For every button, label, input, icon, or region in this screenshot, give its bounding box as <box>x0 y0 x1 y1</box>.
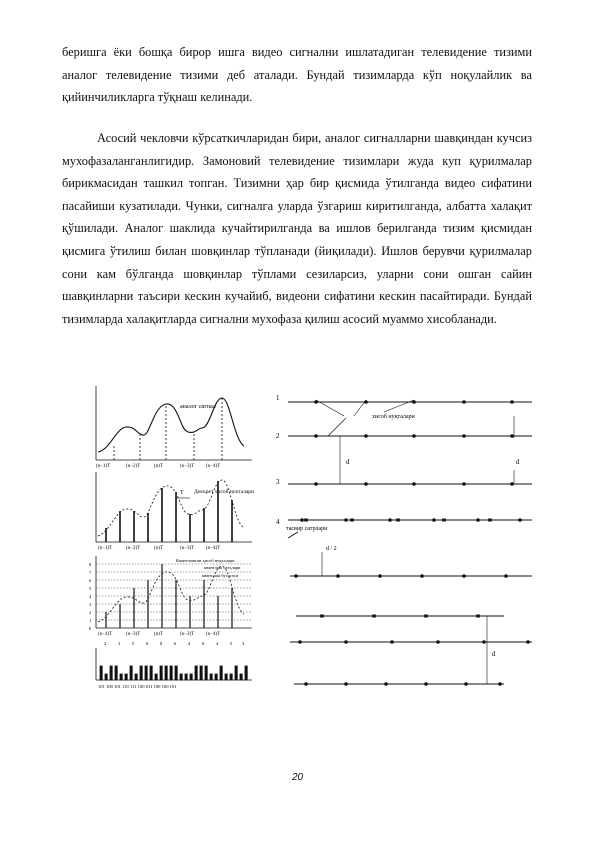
code: 6 <box>202 641 205 646</box>
sample-dot <box>336 574 340 578</box>
quant-annotations <box>176 558 241 578</box>
sample-dot <box>476 518 480 522</box>
sample-dot <box>518 518 522 522</box>
tick: (n−2)T <box>126 546 141 551</box>
code: 3 <box>242 641 245 646</box>
pulse <box>145 666 147 680</box>
panel-a-ticks <box>96 464 220 469</box>
sample-dot <box>378 574 382 578</box>
sample-square <box>320 615 324 618</box>
pulse <box>180 674 182 680</box>
pulse <box>205 666 207 680</box>
sample-square <box>350 519 354 522</box>
analog-signal-label: аналог сигнал <box>180 404 216 410</box>
level: 5 <box>89 586 92 591</box>
sample-dot <box>344 640 348 644</box>
tick: (n−4)T <box>98 632 113 637</box>
sample-dot <box>390 640 394 644</box>
quant-threshold-label: квантлаш бусагаси <box>202 573 239 578</box>
tick: (n−4)T <box>206 546 221 551</box>
sample-dot <box>298 640 302 644</box>
pulse <box>165 666 167 680</box>
sample-dot <box>364 400 368 404</box>
pulse <box>170 666 172 680</box>
paragraph-1: беришга ёки бошқа бирор ишга видео сигнални ишлатадиган телевидение тизими аналог телевидение тизими деб аталади. Бундай тизимларда кўп ноқулайлик ва қийинчиликларга тўқнаш келинади. <box>62 45 532 105</box>
row-label: 2 <box>276 432 280 440</box>
pulse <box>240 674 242 680</box>
code: 2 <box>104 641 107 646</box>
code: 6 <box>146 641 149 646</box>
panel-c-ticks <box>98 632 220 637</box>
level: 1 <box>89 618 92 623</box>
sample-dot <box>364 434 368 438</box>
tick: (n−4)T <box>206 632 221 637</box>
sample-dot <box>314 434 318 438</box>
distance-d-label-3: d <box>492 650 496 658</box>
sample-dot <box>300 518 304 522</box>
tick: (n−1)T <box>98 546 113 551</box>
sample-square <box>488 519 492 522</box>
sample-code-row <box>104 641 245 646</box>
row-label: 1 <box>276 394 280 402</box>
pulse <box>140 666 142 680</box>
scan-lines-label: тасвир сатрлари <box>286 526 328 532</box>
sample-dot <box>388 518 392 522</box>
panel-b-ticks <box>98 546 220 551</box>
pulse <box>210 674 212 680</box>
sample-points-label: хисоб нуқталари <box>372 414 415 420</box>
pulse <box>220 666 222 680</box>
pulse-train <box>100 666 247 680</box>
pulse <box>195 666 197 680</box>
row-labels <box>276 394 280 526</box>
figure-sampling-quantization <box>84 380 544 700</box>
pulse <box>115 666 117 680</box>
tick: (n)T <box>154 546 163 551</box>
half-distance-label: d / 2 <box>326 546 337 552</box>
pulse <box>175 666 177 680</box>
sample-dot <box>420 574 424 578</box>
pulse <box>105 674 107 680</box>
sample-dot <box>526 640 530 644</box>
tick: (n)T <box>154 632 163 637</box>
quant-level-labels <box>89 562 92 631</box>
pulse <box>155 674 157 680</box>
scan-sample-points <box>294 400 530 686</box>
sample-square <box>476 615 480 618</box>
pulse <box>225 674 227 680</box>
sample-dot <box>462 574 466 578</box>
sample-dot <box>364 482 368 486</box>
sample-dot <box>462 434 466 438</box>
sample-dot <box>432 518 436 522</box>
pulse <box>185 674 187 680</box>
tick: (n)T <box>154 464 163 469</box>
page-number: 20 <box>291 772 304 783</box>
tick: (n−3)T <box>126 632 141 637</box>
code: 6 <box>174 641 177 646</box>
level: 6 <box>89 578 92 583</box>
sample-dot <box>510 482 514 486</box>
level: 3 <box>89 602 92 607</box>
pulse <box>190 674 192 680</box>
sample-dot <box>384 682 388 686</box>
sample-square <box>304 519 308 522</box>
sample-dot <box>412 400 416 404</box>
pulse <box>125 674 127 680</box>
pulse <box>110 666 112 680</box>
pulse <box>150 666 152 680</box>
panel-discrete-samples <box>96 472 252 542</box>
level: 2 <box>89 610 92 615</box>
paragraph-2: Асосий чекловчи кўрсаткичларидан бири, аналог сигналларни шавқиндан кучсиз мухофазаланганлигидир. Замоновий телевидение тизимлари жуда куп қурилмалар бирикмасидан ташкил топган. Тизимни ҳар бир қисмида ўтилганда видео сифатини пасайиши кузатилади. Чунки, сигналга уларда ўзгариш киритилганда, албатта халақит қўшилади. Аналог шаклида кучайтирилганда ва ишлов берилганда тизим қисмидан қисмига ўтилиш билан шовқинлар тўпланади (йиқилади). Ишлов берувчи қурилмалар сони кам бўлганда шовқинлар тўплами сезиларсиз, уларни сони ошган сайин шавқинларни таъсири кескин кучайиб, видеони сифатини кескин пасайтиради. Бундай тизимларда халақитларда сигнални мухофаза қилиш асосий муаммо хисобланади. <box>62 131 532 326</box>
sample-dot <box>504 574 508 578</box>
pulse <box>120 674 122 680</box>
quant-points-label: Квантлашган ҳисоб нуқталари <box>176 558 235 563</box>
panel-binary-pulses <box>96 648 252 680</box>
sample-dot <box>462 400 466 404</box>
code: 3 <box>118 641 121 646</box>
sample-dot <box>424 682 428 686</box>
sample-dot <box>510 434 514 438</box>
panel-scan-lines <box>288 400 532 684</box>
sample-dot <box>436 640 440 644</box>
row-label: 4 <box>276 518 280 526</box>
pulse <box>200 666 202 680</box>
sample-period-label: T <box>180 490 184 496</box>
sample-dot <box>464 682 468 686</box>
row-label: 3 <box>276 478 280 486</box>
sample-dot <box>412 434 416 438</box>
binary-code-label: 101 100 101 110 111 100 011 100 100 101 <box>98 684 177 689</box>
code: 8 <box>160 641 163 646</box>
tick: (n−4)T <box>206 464 221 469</box>
tick: (n−1)T <box>96 464 111 469</box>
pulse <box>245 666 247 680</box>
discrete-points-label: Дискрет ҳисоб нукталари <box>194 489 254 495</box>
sample-dot <box>498 682 502 686</box>
sample-dot <box>510 400 514 404</box>
pulse <box>135 674 137 680</box>
sample-dot <box>314 482 318 486</box>
panel-analog-signal <box>96 386 252 460</box>
pulse <box>215 674 217 680</box>
pulse <box>100 666 102 680</box>
sample-dot <box>344 682 348 686</box>
sample-square <box>372 615 376 618</box>
code: 4 <box>188 641 191 646</box>
code: 5 <box>230 641 233 646</box>
level: 0 <box>89 626 92 631</box>
sample-square <box>424 615 428 618</box>
tick: (n−2)T <box>180 632 195 637</box>
tick: (n−3)T <box>180 464 195 469</box>
quant-levels-label: квантлаш сатҳлари <box>204 565 241 570</box>
sample-dot <box>412 482 416 486</box>
code: 4 <box>216 641 219 646</box>
level: 4 <box>89 594 92 599</box>
distance-d-label-2: d <box>516 458 520 466</box>
sample-square <box>442 519 446 522</box>
sample-dot <box>294 574 298 578</box>
sample-dot <box>344 518 348 522</box>
pulse <box>235 666 237 680</box>
tick: (n−3)T <box>180 546 195 551</box>
sample-dot <box>462 482 466 486</box>
tick: (n−2)T <box>126 464 141 469</box>
level: 8 <box>89 562 92 567</box>
sample-dot <box>314 400 318 404</box>
pulse <box>160 666 162 680</box>
distance-d-label-1: d <box>346 458 350 466</box>
level: 7 <box>89 570 92 575</box>
pulse <box>230 674 232 680</box>
sample-dot <box>482 640 486 644</box>
sample-square <box>396 519 400 522</box>
sample-dot <box>304 682 308 686</box>
pulse <box>130 666 132 680</box>
code: 5 <box>132 641 135 646</box>
